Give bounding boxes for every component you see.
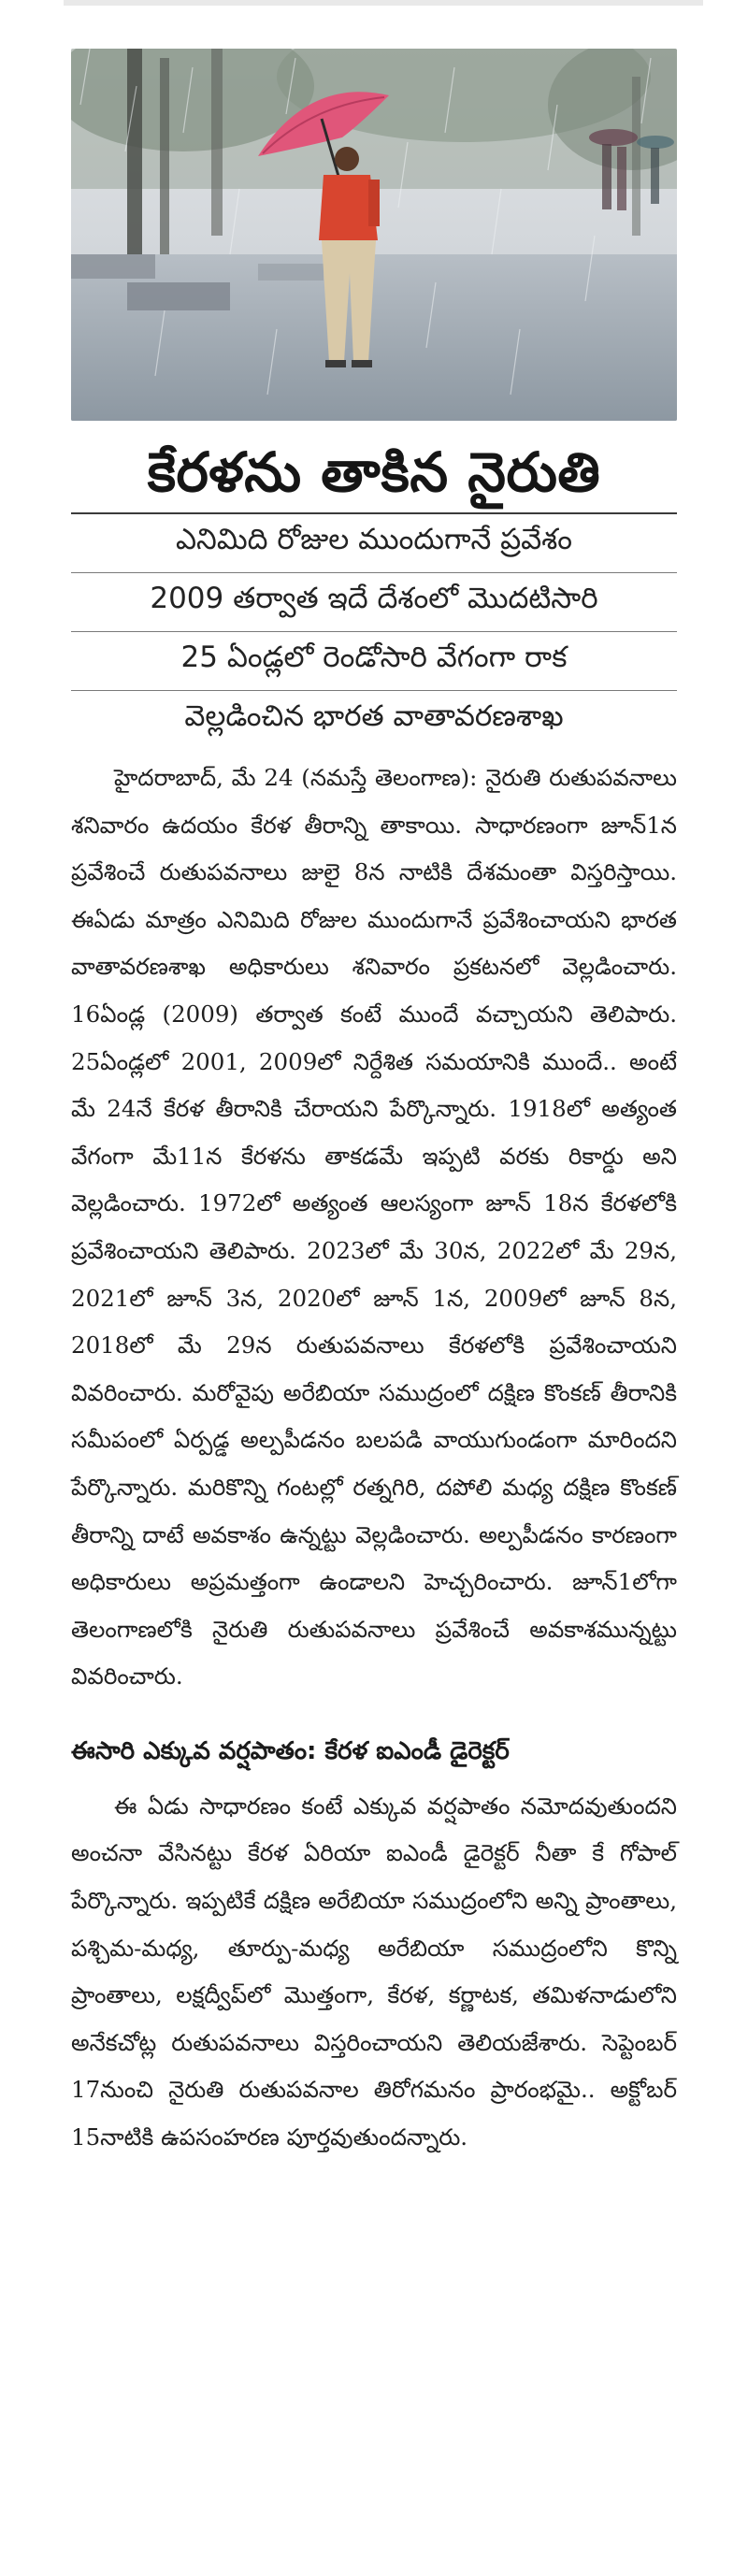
- rain-umbrella-photo-icon: [71, 49, 677, 421]
- deck-line: 2009 తర్వాత ఇదే దేశంలో మొదటిసారి: [150, 582, 598, 615]
- article-body: హైదరాబాద్, మే 24 (నమస్తే తెలంగాణ): నైరుతి రుతుపవనాలు శనివారం ఉదయం కేరళ తీరాన్ని తాకాయి. సాధారణంగా జూన్1న ప్రవేశించే రుతుపవనాలు జులై 8న నాటికి దేశమంతా విస్తరిస్తాయి. ఈఏడు మాత్రం ఎనిమిది రోజుల ముందుగానే ప్రవేశించాయని భారత వాతావరణశాఖ అధికారులు శనివారం ప్రకటనలో వెల్లడించారు. 16ఏండ్ల (2009) తర్వాత కంటే ముందే వచ్చాయని తెలిపారు. 25ఏండ్లలో 2001, 2009లో నిర్దేశిత సమయానికి ముందే.. అంటే మే 24నే కేరళ తీరానికి చేరాయని పేర్కొన్నారు. 1918లో అత్యంత వేగంగా మే11న కేరళను తాకడమే ఇప్పటి వరకు రికార్డు అని వెల్లడించారు. 1972లో అత్యంత ఆలస్యంగా జూన్ 18న కేరళలోకి ప్రవేశించాయని తెలిపారు. 2023లో మే 30న, 2022లో మే 29న, 2021లో జూన్ 3న, 2020లో జూన్ 1న, 2009లో జూన్ 8న, 2018లో మే 29న రుతుపవనాలు కేరళలోకి ప్రవేశించాయని వివరించారు. మరోవైపు అరేబియా సముద్రంలో దక్షిణ కొంకణ్ తీరానికి సమీపంలో ఏర్పడ్డ అల్పపీడనం బలపడి వాయుగుండంగా మారిందని పేర్కొన్నారు. మరికొన్ని గంటల్లో రత్నగిరి, దపోలి మధ్య దక్షిణ కొంకణ్ తీరాన్ని దాటే అవకాశం ఉన్నట్టు వెల్లడించారు. అల్పపీడనం కారణంగా అధికారులు అప్రమత్తంగా ఉండాలని హెచ్చరించారు. జూన్1లోగా తెలంగాణలోకి నైరుతి రుతుపవనాలు ప్రవేశించే అవకాశమున్నట్టు వివరించారు.: [71, 764, 677, 1691]
- article-photo: [71, 49, 677, 421]
- deck-line: వెల్లడించిన భారత వాతావరణశాఖ: [184, 699, 564, 733]
- article-subhead: ఈసారి ఎక్కువ వర్షపాతం: కేరళ ఐఎండీ డైరెక్టర్: [71, 1736, 510, 1765]
- deck-line: ఎనిమిది రోజుల ముందుగానే ప్రవేశం: [176, 523, 572, 556]
- article-headline: కేరళను తాకిన నైరుతి: [147, 440, 601, 504]
- deck-line: 25 ఏండ్లలో రెండోసారి వేగంగా రాక: [180, 640, 568, 674]
- article-column: [71, 49, 677, 2162]
- page-top-edge: [64, 0, 703, 6]
- article-body-second: ఈ ఏడు సాధారణం కంటే ఎక్కువ వర్షపాతం నమోదవుతుందని అంచనా వేసినట్టు కేరళ ఏరియా ఐఎండీ డైరెక్టర్ నీతా కే గోపాల్ పేర్కొన్నారు. ఇప్పటికే దక్షిణ అరేబియా సముద్రంలోని అన్ని ప్రాంతాలు, పశ్చిమ-మధ్య, తూర్పు-మధ్య అరేబియా సముద్రంలోని కొన్ని ప్రాంతాలు, లక్షద్వీప్‌లో మొత్తంగా, కేరళ, కర్ణాటక, తమిళనాడులోని అనేకచోట్ల రుతుపవనాలు విస్తరించాయని తెలియజేశారు. సెప్టెంబర్ 17నుంచి నైరుతి రుతుపవనాల తిరోగమనం ప్రారంభమై.. అక్టోబర్ 15నాటికి ఉపసంహరణ పూర్తవుతుందన్నారు.: [71, 1792, 677, 2151]
